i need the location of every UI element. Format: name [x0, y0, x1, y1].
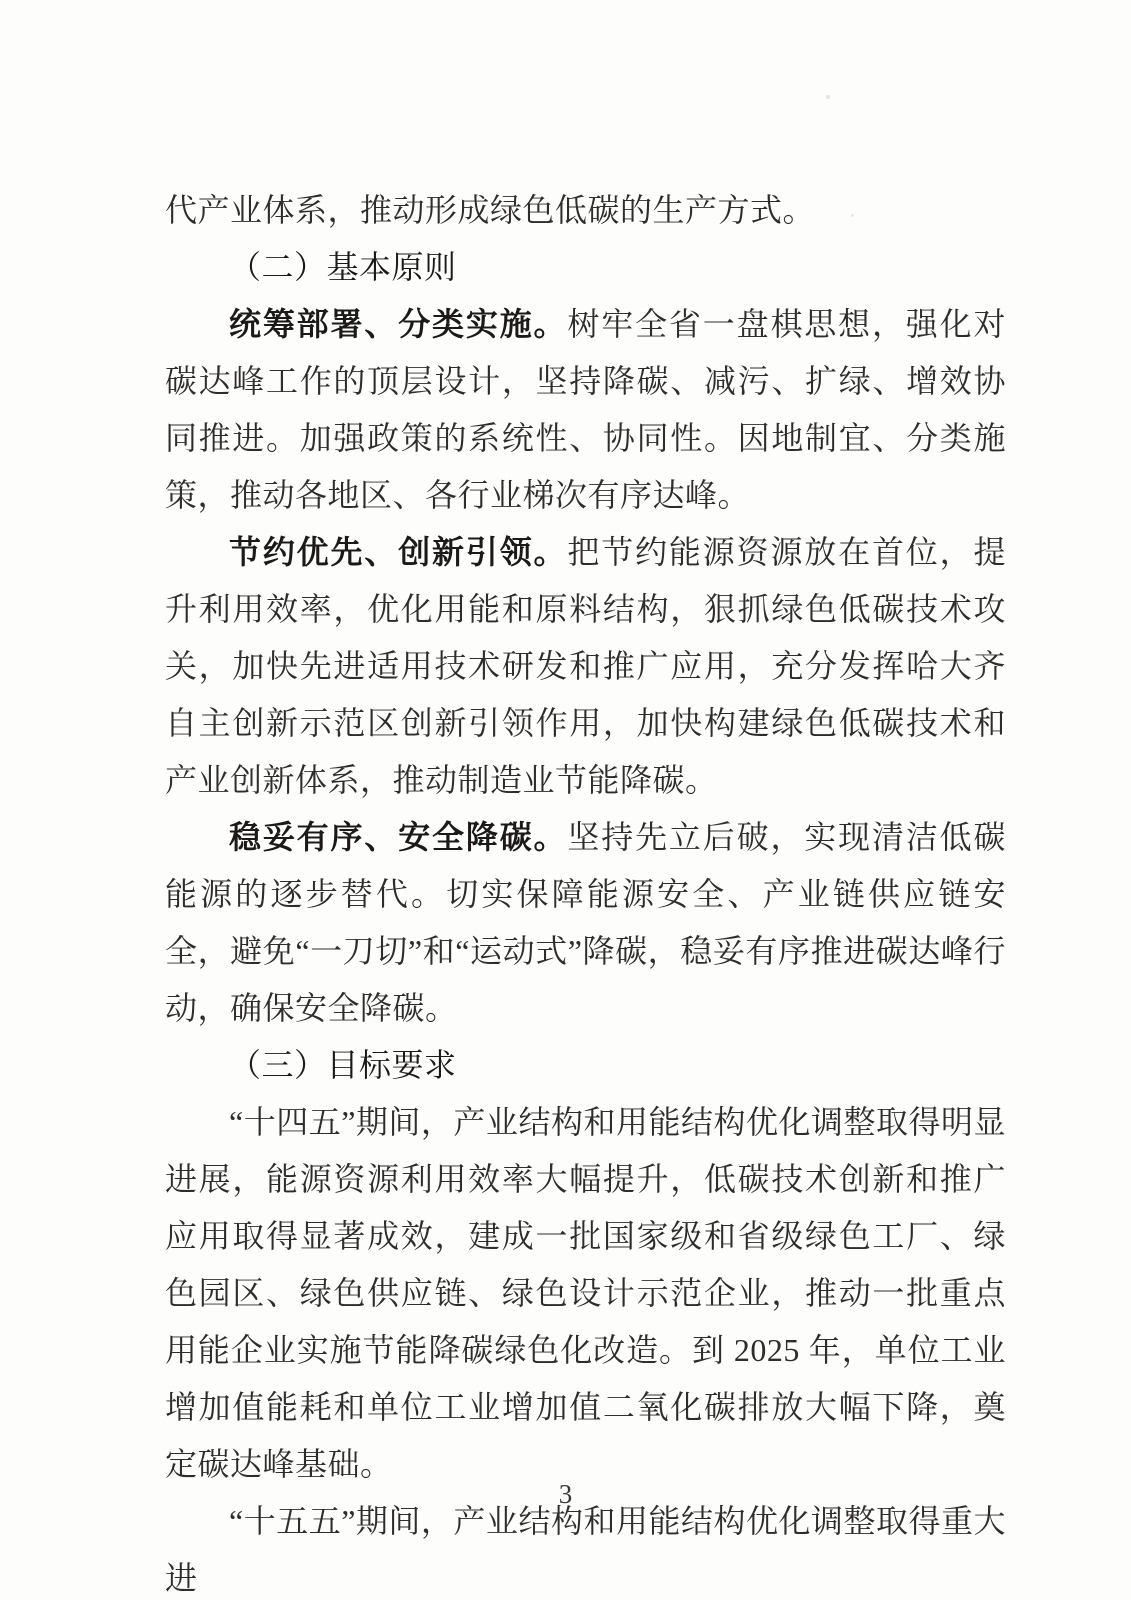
- paragraph-lead-phrase: 节约优先、创新引领。: [229, 534, 568, 570]
- paragraph-body-text: 坚持先立后破，实现清洁低碳能源的逐步替代。切实保障能源安全、产业链供应链安全，避免“一刀切”和“运动式”降碳，稳妥有序推进碳达峰行动，确保安全降碳。: [165, 819, 1006, 1026]
- paragraph-lead-phrase: 稳妥有序、安全降碳。: [229, 819, 568, 855]
- paragraph-orderly-safe-carbon-reduction: [165, 809, 1006, 1037]
- page-number: 3: [558, 1479, 573, 1509]
- paragraph-conservation-innovation: [165, 524, 1006, 809]
- page-body-text: [165, 182, 1006, 1607]
- paragraph-14th-five-year-period: [165, 1094, 1006, 1493]
- paragraph-15th-five-year-period: [165, 1493, 1006, 1607]
- paragraph-coordinated-deployment: [165, 296, 1006, 524]
- section-heading-target-requirements: （三）目标要求: [229, 1047, 457, 1083]
- paragraph-body-text: 把节约能源资源放在首位，提升利用效率，优化用能和原料结构，狠抓绿色低碳技术攻关，加快先进适用技术研发和推广应用，充分发挥哈大齐自主创新示范区创新引领作用，加快构建绿色低碳技术和产业创新体系，推动制造业节能降碳。: [165, 534, 1006, 798]
- paragraph-body-text: “十四五”期间，产业结构和用能结构优化调整取得明显进展，能源资源利用效率大幅提升，低碳技术创新和推广应用取得显著成效，建成一批国家级和省级绿色工厂、绿色园区、绿色供应链、绿色设计示范企业，推动一批重点用能企业实施节能降碳绿色化改造。到 2025 年，单位工业增加值能耗和单位工业增加值二氧化碳排放大幅下降，奠定碳达峰基础。: [165, 1104, 1006, 1482]
- paragraph-body-text: “十五五”期间，产业结构和用能结构优化调整取得重大进: [165, 1503, 1006, 1596]
- paragraph-body-text: 树牢全省一盘棋思想，强化对碳达峰工作的顶层设计，坚持降碳、减污、扩绿、增效协同推进。加强政策的系统性、协同性。因地制宜、分类施策，推动各地区、各行业梯次有序达峰。: [165, 306, 1006, 513]
- paragraph-lead-phrase: 统筹部署、分类实施。: [229, 306, 568, 342]
- section-heading-basic-principles: （二）基本原则: [229, 249, 457, 285]
- scan-artifact-speck: [826, 95, 830, 99]
- paragraph-continuation-from-previous-page: 代产业体系，推动形成绿色低碳的生产方式。: [165, 192, 816, 228]
